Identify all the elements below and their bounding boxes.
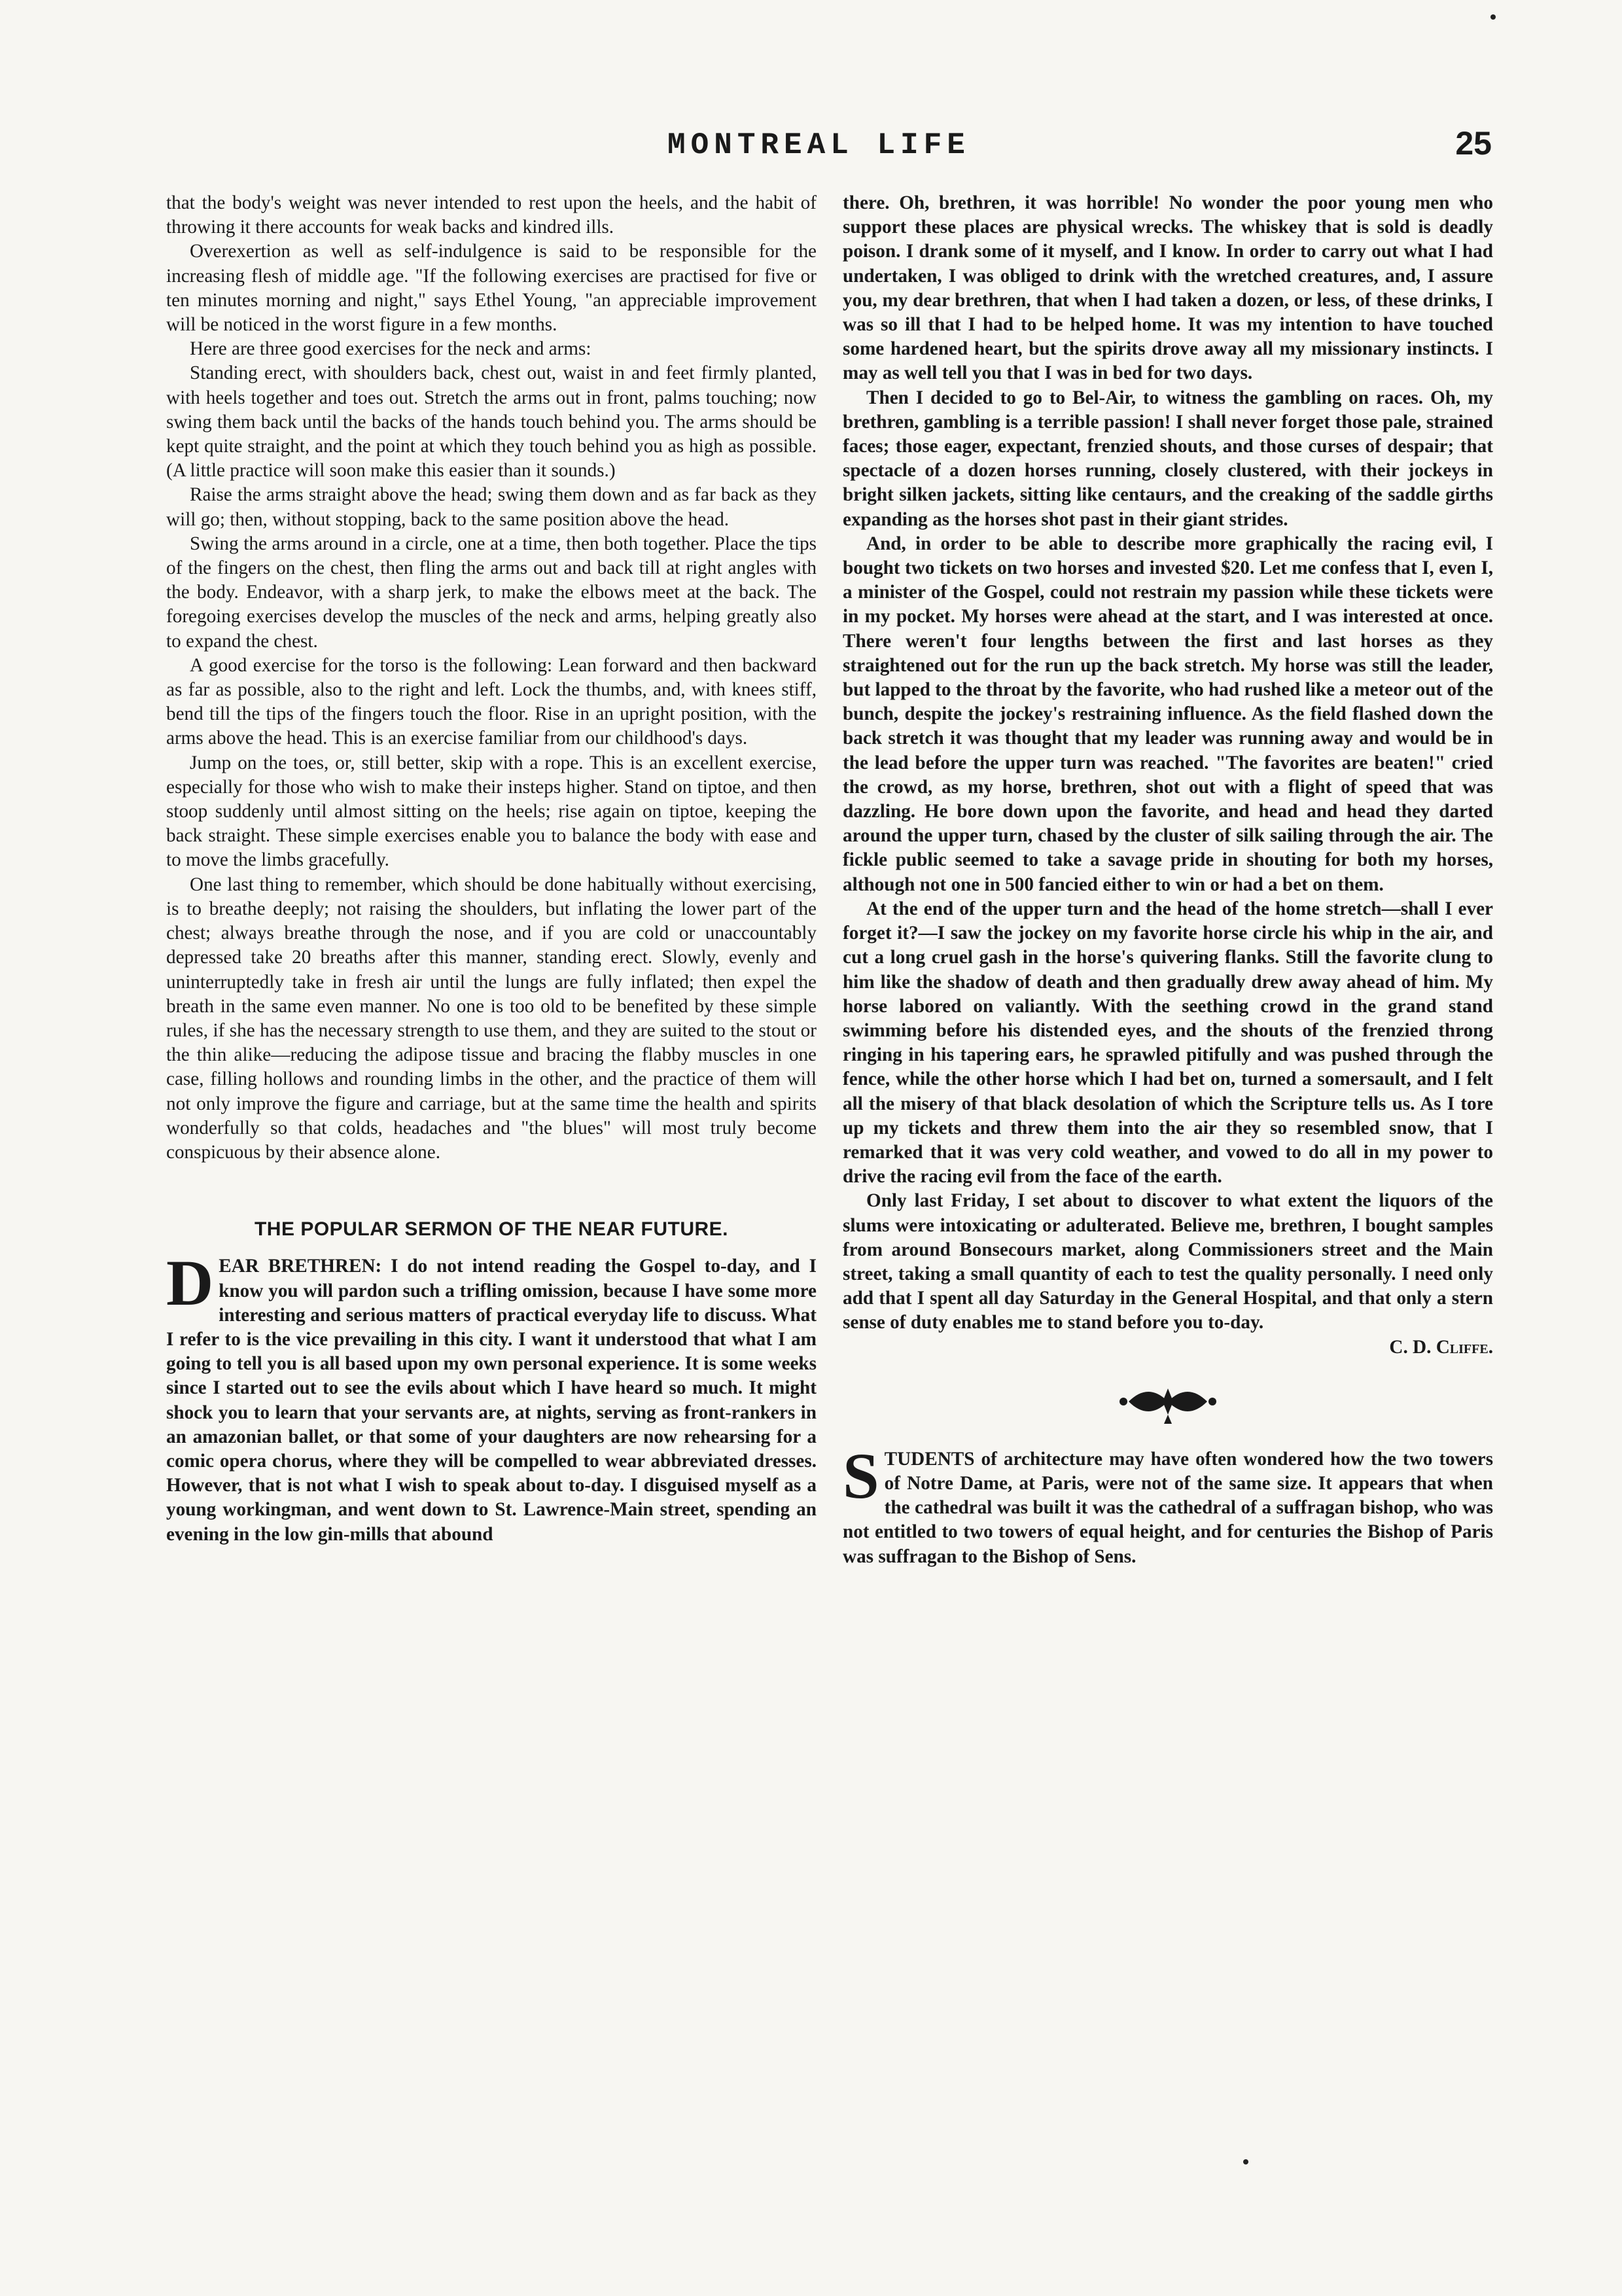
- paragraph: Overexertion as well as self-indulgence is said to be responsible for the increasing flesh of middle age. "If the following exercises are practised for five or ten minutes morning and night," says Ethel Young, "an appreciable improvement will be noticed in the worst figure in a few months.: [166, 241, 817, 336]
- right-column: [843, 191, 1493, 1569]
- sermon-text: EAR BRETHREN: I do not intend reading the Gospel to-day, and I know you will pardon such a trifling omission, because I have some more interesting and serious matters of practical everyday life to discuss. What I refer to is the vice prevailing in this city. I want it understood that what I am going to tell you is all based upon my own personal experience. It is some weeks since I started out to see the evils about which I have heard so much. It might shock you to learn that your servants are, at nights, serving as front-rankers in an amazonian ballet, or that some of your daughters are now rehearsing for a comic opera chorus, where they will be compelled to wear abbreviated dresses. However, that is not what I wish to speak about to-day. I disguised myself as a young workingman, and went down to St. Lawrence-Main street, spending an evening in the low gin-mills that abound: [166, 1256, 817, 1545]
- drop-cap: S: [843, 1439, 879, 1512]
- page-number: 25: [1455, 125, 1492, 162]
- ornament-svg: [1116, 1382, 1220, 1428]
- left-column: [166, 191, 817, 1547]
- paragraph: Then I decided to go to Bel-Air, to witness the gambling on races. Oh, my brethren, gambling is a terrible passion! I shall never forget those pale, strained faces; those eager, expectant, frenzied shouts, and those curses of despair; that spectacle of a dozen horses running, closely clustered, with their jockeys in bright silken jackets, sitting like centaurs, and the creaking of the saddle girths expanding as the horses shot past in their giant strides.: [843, 387, 1493, 530]
- students-paragraph: [843, 1439, 1493, 1569]
- paragraph: there. Oh, brethren, it was horrible! No wonder the poor young men who support these places are physical wrecks. The whiskey that is sold is deadly poison. I drank some of it myself, and I know. In order to carry out what I had undertaken, I was obliged to drink with the wretched creatures, and, I assure you, my dear brethren, that when I had taken a dozen, or less, of these drinks, I was so ill that I had to be helped home. It was my intention to have touched some hardened heart, but the spirits drove away all my missionary instincts. I may as well tell you that I was in bed for two days.: [843, 192, 1493, 384]
- sermon-paragraph: [166, 1246, 817, 1546]
- paragraph: Swing the arms around in a circle, one at a time, then both together. Place the tips of the fingers on the chest, then fling the arms out and back till at right angles with the body. Endeavor, with a sharp jerk, to make the elbows meet at the back. The foregoing exercises develop the muscles of the neck and arms, helping greatly also to expand the chest.: [166, 533, 817, 652]
- sermon-heading: THE POPULAR SERMON OF THE NEAR FUTURE.: [254, 1218, 728, 1241]
- magazine-title: MONTREAL LIFE: [667, 128, 970, 162]
- paragraph: A good exercise for the torso is the following: Lean forward and then backward as far as possible, also to the right and left. Lock the thumbs, and, with knees stiff, bend till the tips of the fingers touch the floor. Rise in an upright position, with the arms above the head. This is an exercise familiar from our childhood's days.: [166, 654, 817, 749]
- paragraph: that the body's weight was never intended to rest upon the heels, and the habit of throwing it there accounts for weak backs and kindred ills.: [166, 192, 817, 238]
- floral-ornament-icon: [843, 1382, 1493, 1428]
- paragraph: Raise the arms straight above the head; swing them down and as far back as they will go; then, without stopping, back to the same position above the head.: [166, 484, 817, 530]
- students-text: TUDENTS of architecture may have often wondered how the two towers of Notre Dame, at Paris, were not of the same size. It appears that when the cathedral was built it was the cathedral of a suffragan bishop, who was not entitled to two towers of equal height, and for centuries the Bishop of Paris was suffragan to the Bishop of Sens.: [843, 1448, 1493, 1567]
- page-header: [157, 125, 1492, 168]
- paragraph: Here are three good exercises for the neck and arms:: [190, 338, 591, 360]
- drop-cap: D: [166, 1246, 214, 1320]
- paragraph: At the end of the upper turn and the head of the home stretch—shall I ever forget it?—I saw the jockey on my favorite horse circle his whip in the air, and cut a long cruel gash in the horse's quivering flanks. Still the favorite clung to him like the shadow of death and then gradually drew away ahead of him. My horse labored on valiantly. With the seething crowd in the grand stand swimming before his distended eyes, and the shouts of the frenzied throng ringing in his tapering ears, he sprawled pitifully and was pushed through the fence, while the other horse which I had bet on, turned a somersault, and I felt all the misery of that black desolation of which the Scripture tells us. As I tore up my tickets and threw them into the air they so resembled snow, that I remarked that it was very cold weather, and vowed to do all in my power to drive the racing evil from the face of the earth.: [843, 898, 1493, 1188]
- paragraph: Standing erect, with shoulders back, chest out, waist in and feet firmly planted, with heels together and toes out. Stretch the arms out in front, palms touching; now swing them back until the backs of the hands touch behind you. The arms should be kept quite straight, and the point at which they touch behind you as high as possible. (A little practice will soon make this easier than it sounds.): [166, 362, 817, 482]
- paragraph: And, in order to be able to describe more graphically the racing evil, I bought two tickets on two horses and invested $20. Let me confess that I, even I, a minister of the Gospel, could not restrain my passion while these tickets were in my pocket. My horses were ahead at the start, and I was interested at once. There weren't four lengths between the first and last horses as they straightened out for the run up the back stretch. My horse was still the leader, but lapped to the throat by the favorite, who had rushed like a meteor out of the bunch, despite the jockey's restraining influence. As the field flashed down the back stretch it was thought that my leader was running away and would be in the lead before the upper turn was reached. "The favorites are beaten!" cried the crowd, as my horse, brethren, shot out with a flight of speed that was dazzling. He bore down upon the favorite, and head and head they darted around the upper turn, chased by the cluster of silk sailing through the air. The fickle public seemed to take a savage pride in shouting for both my horses, although not one in 500 fancied either to win or had a bet on them.: [843, 533, 1493, 895]
- stray-mark: [1490, 14, 1496, 20]
- stray-mark: [1243, 2159, 1248, 2164]
- paragraph: One last thing to remember, which should be done habitually without exercising, is to breathe deeply; not raising the shoulders, but inflating the lower part of the chest; always breathe through the nose, and if you are cold or unaccountably depressed take 20 breaths after this manner, standing erect. Slowly, evenly and uninterruptedly take in fresh air until the lungs are fully inflated; then expel the breath in the same even manner. No one is too old to be benefited by these simple rules, if she has the necessary strength to use them, and they are suited to the stout or the thin alike—reducing the adipose tissue and bracing the flabby muscles in one case, filling hollows and rounding limbs in the other, and the practice of them will not only improve the figure and carriage, but at the same time the health and spirits wonderfully so that colds, headaches and "the blues" will most truly become conspicuous by their absence alone.: [166, 874, 817, 1163]
- paragraph: Only last Friday, I set about to discover to what extent the liquors of the slums were intoxicating or adulterated. Believe me, brethren, I bought samples from around Bonsecours market, along Commissioners street and the Main street, taking a small quantity of each to test the quality personally. I need only add that I spent all day Saturday in the General Hospital, and that only a stern sense of duty enables me to stand before you to-day.: [843, 1190, 1493, 1333]
- paragraph: Jump on the toes, or, still better, skip with a rope. This is an excellent exercise, especially for those who wish to make their insteps higher. Stand on tiptoe, and then stoop suddenly until almost sitting on the heels; rise again on tiptoe, keeping the back straight. These simple exercises enable you to balance the body with ease and to move the limbs gracefully.: [166, 752, 817, 871]
- signature: C. D. Cliffe.: [1389, 1336, 1493, 1358]
